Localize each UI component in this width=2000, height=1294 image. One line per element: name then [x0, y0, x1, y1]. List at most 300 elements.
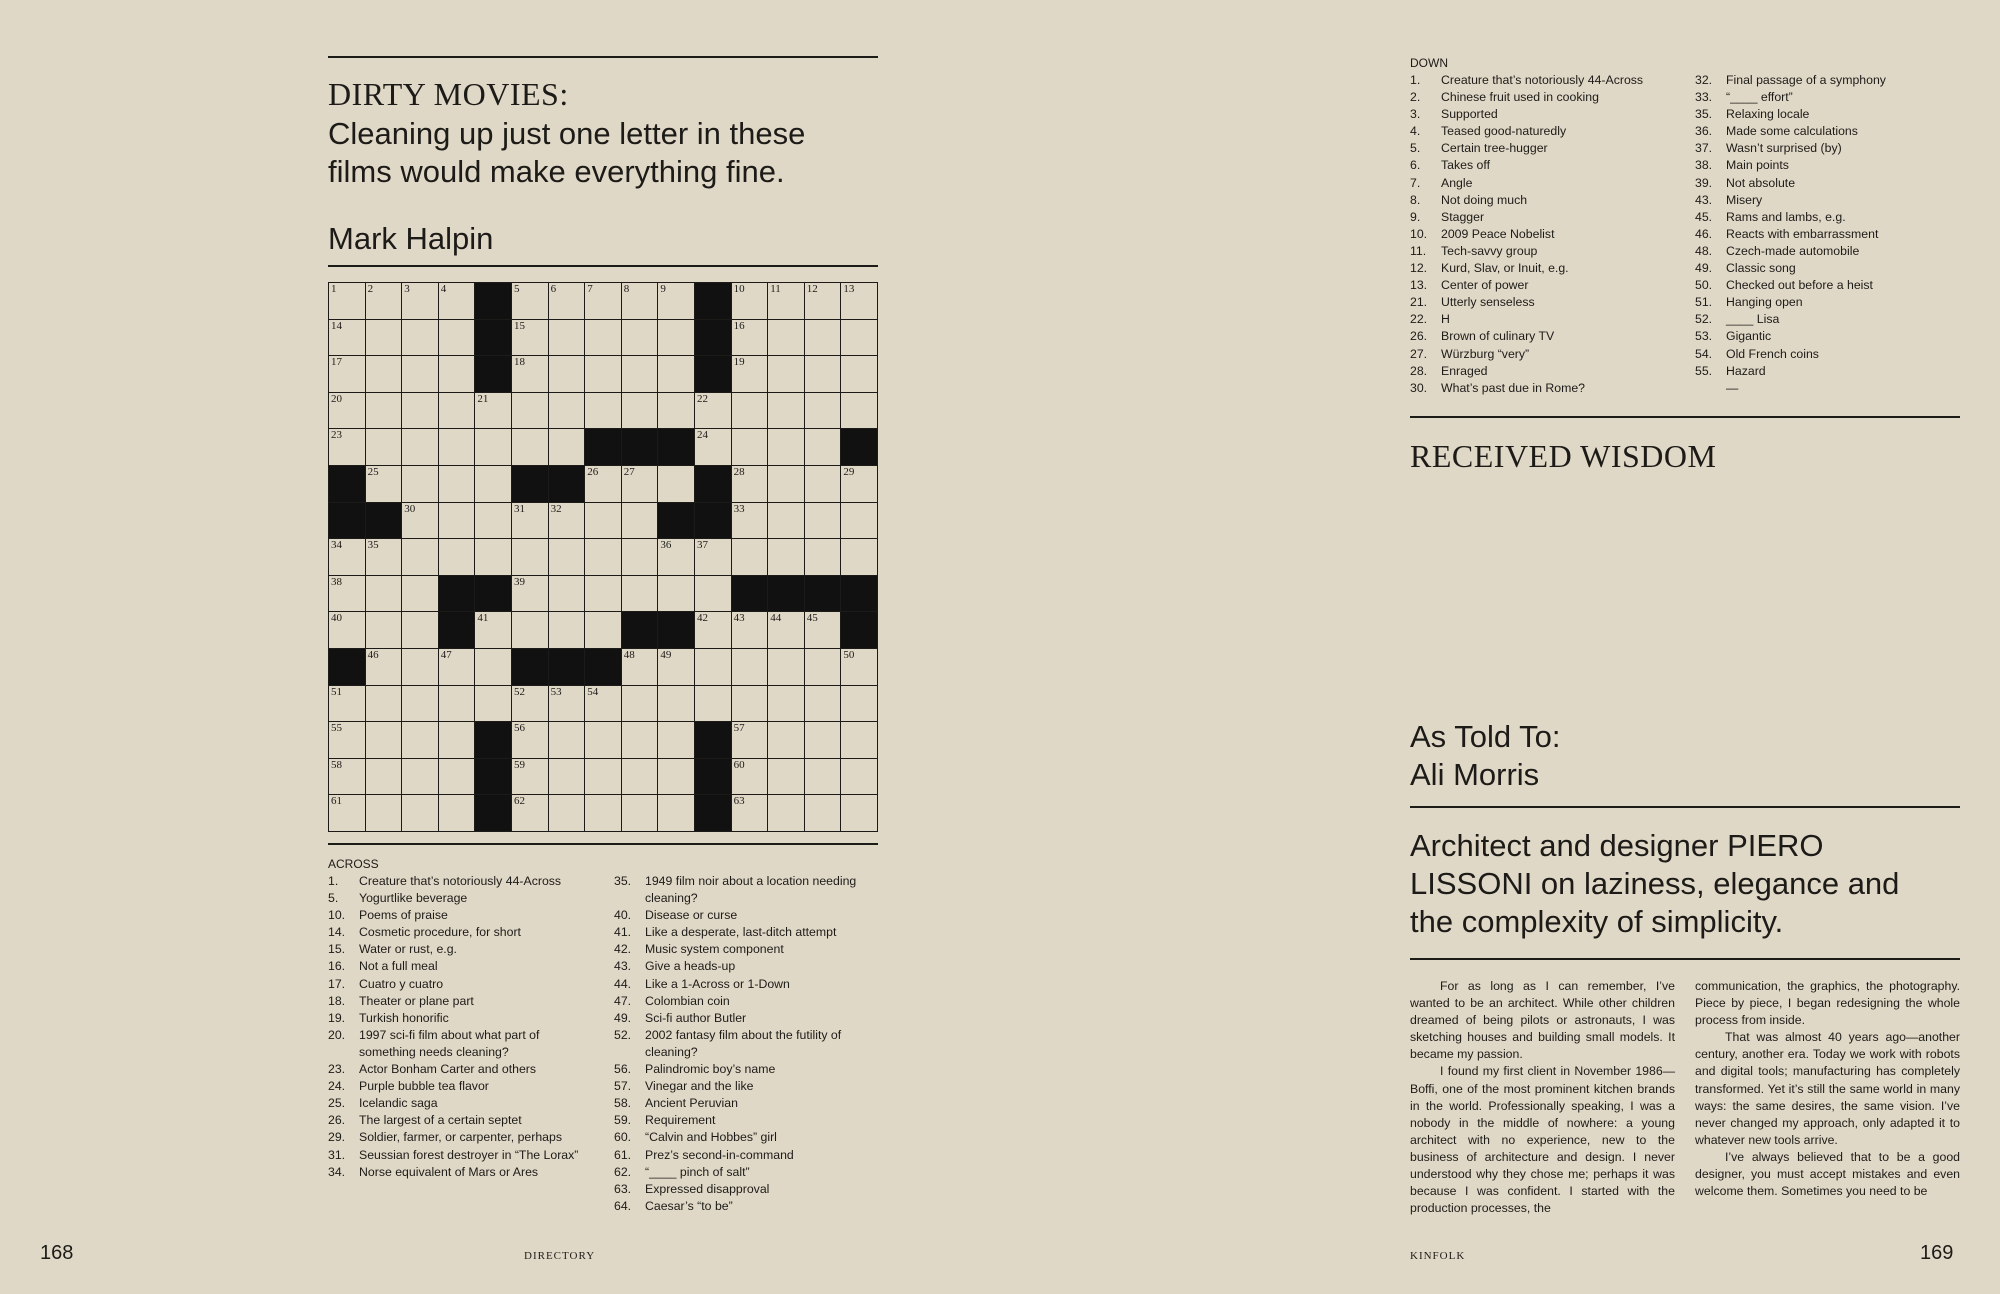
clue-item	[1410, 328, 1685, 345]
grid-square	[512, 539, 549, 576]
grid-square	[512, 503, 549, 540]
clue-item	[1695, 363, 1970, 380]
clue-number: 47	[440, 648, 452, 661]
clue-item	[328, 976, 598, 993]
grid-square	[402, 649, 439, 686]
as-told-to-label: As Told To:	[1410, 719, 1561, 754]
clue-item-number: 61.	[614, 1147, 632, 1162]
grid-square	[329, 795, 366, 832]
clue-number: 63	[733, 795, 745, 808]
clue-item	[1695, 72, 1970, 89]
clue-item-text: Rams and lambs, e.g.	[1726, 209, 1846, 224]
grid-square	[585, 576, 622, 613]
clue-item	[328, 924, 598, 941]
grid-square	[658, 356, 695, 393]
clue-item	[1410, 175, 1685, 192]
clue-item	[1695, 192, 1970, 209]
grid-square	[805, 429, 842, 466]
grid-square	[329, 722, 366, 759]
clue-number: 51	[331, 685, 342, 698]
clue-number: 24	[696, 429, 708, 442]
clue-item	[1410, 123, 1685, 140]
clue-item-number: 25.	[328, 1096, 346, 1111]
clue-item-text: Poems of praise	[359, 908, 448, 923]
black-square	[512, 649, 549, 686]
clue-item	[328, 993, 598, 1010]
grid-square	[732, 283, 769, 320]
clue-item	[614, 1112, 889, 1129]
black-square	[329, 466, 366, 503]
clue-item-number: 52.	[1695, 312, 1713, 327]
down-heading: DOWN	[1410, 56, 1448, 70]
clue-number: 54	[587, 685, 599, 698]
clue-item	[1695, 243, 1970, 260]
clue-item-number: 56.	[614, 1062, 632, 1077]
clue-item	[614, 1129, 889, 1146]
clue-item-number: 49.	[1695, 261, 1713, 276]
grid-square	[402, 686, 439, 723]
clue-item-text: Creature that’s notoriously 44-Across	[359, 874, 562, 888]
black-square	[366, 503, 403, 540]
grid-square	[366, 539, 403, 576]
clue-item-text: H	[1441, 312, 1450, 327]
clue-item	[614, 1147, 889, 1164]
clue-item-number: 36.	[1695, 124, 1713, 139]
grid-square	[585, 795, 622, 832]
grid-square	[402, 539, 439, 576]
clue-item-number: 55.	[1695, 363, 1713, 378]
grid-square	[402, 612, 439, 649]
clue-item	[1410, 346, 1685, 363]
clue-item-number: 42.	[614, 942, 632, 957]
across-clues-column-2	[614, 873, 889, 1215]
grid-square	[329, 686, 366, 723]
clue-item-number: 48.	[1695, 243, 1713, 258]
rule-above-body	[1410, 958, 1960, 960]
grid-square	[329, 393, 366, 430]
clue-item-number: 63.	[614, 1181, 632, 1196]
clue-item-number: 2.	[1410, 90, 1421, 105]
black-square	[695, 503, 732, 540]
grid-square	[475, 686, 512, 723]
grid-square	[366, 649, 403, 686]
as-told-to-name: Ali Morris	[1410, 757, 1540, 792]
clue-number: 42	[696, 612, 708, 625]
grid-square	[622, 686, 659, 723]
clue-item	[1695, 294, 1970, 311]
grid-square	[549, 612, 586, 649]
black-square	[768, 576, 805, 613]
grid-square	[805, 612, 842, 649]
grid-square	[366, 686, 403, 723]
clue-item-number: 46.	[1695, 226, 1713, 241]
clue-item-text: “____ pinch of salt”	[645, 1164, 750, 1179]
black-square	[695, 759, 732, 796]
clue-number: 25	[367, 465, 379, 478]
clue-item	[614, 941, 889, 958]
grid-square	[841, 320, 878, 357]
clue-item	[328, 1010, 598, 1027]
body-paragraph: That was almost 40 years ago—another century, another era. Today we work with robots and digital tools; manufacturing has completely transformed. Yet it’s still the same world in many ways: the same desires, the same vision. I’ve never changed my approach, only adapted it to whatever new tools arrive.	[1695, 1030, 1960, 1147]
clue-item-text: Norse equivalent of Mars or Ares	[359, 1164, 539, 1179]
rule-above-section	[1410, 416, 1960, 418]
clue-item-number: 22.	[1410, 312, 1428, 327]
clue-number: 1	[331, 283, 337, 295]
grid-square	[732, 795, 769, 832]
grid-square	[622, 393, 659, 430]
grid-square	[512, 686, 549, 723]
grid-square	[549, 686, 586, 723]
grid-square	[805, 539, 842, 576]
clue-item-number: 31.	[328, 1147, 346, 1162]
grid-square	[768, 393, 805, 430]
grid-square	[732, 503, 769, 540]
clue-item	[1695, 380, 1970, 397]
top-rule-left	[328, 56, 878, 58]
clue-item-number: 41.	[614, 925, 632, 940]
black-square	[695, 283, 732, 320]
deck-line-3: the complexity of simplicity.	[1410, 904, 1784, 939]
author-name: Mark Halpin	[328, 221, 494, 256]
grid-square	[475, 503, 512, 540]
clue-item-number: 64.	[614, 1198, 632, 1213]
clue-item	[328, 1129, 598, 1146]
clue-number: 16	[733, 319, 745, 332]
clue-item-number: 39.	[1695, 175, 1713, 190]
clue-item-number: 20.	[328, 1027, 346, 1042]
rule-above-deck	[1410, 806, 1960, 808]
clue-item-text: Relaxing locale	[1726, 107, 1810, 122]
clue-item-text: Give a heads-up	[645, 959, 736, 974]
clue-item-number: 28.	[1410, 363, 1428, 378]
clue-item-text: Center of power	[1441, 278, 1529, 293]
clue-number: 15	[513, 319, 525, 332]
clue-item-number: 35.	[1695, 107, 1713, 122]
clue-item-text: Certain tree-hugger	[1441, 141, 1548, 156]
black-square	[695, 722, 732, 759]
grid-square	[658, 539, 695, 576]
subtitle-line-1: Cleaning up just one letter in these	[328, 116, 806, 151]
clue-number: 36	[660, 539, 672, 552]
page-number-right: 169	[1920, 1242, 1954, 1264]
grid-square	[402, 503, 439, 540]
grid-square	[402, 722, 439, 759]
grid-square	[768, 722, 805, 759]
clue-item	[1410, 106, 1685, 123]
clue-item	[328, 873, 598, 890]
black-square	[658, 612, 695, 649]
grid-square	[402, 759, 439, 796]
grid-square	[439, 649, 476, 686]
grid-square	[439, 393, 476, 430]
clue-item-text: Turkish honorific	[359, 1010, 449, 1025]
grid-square	[329, 539, 366, 576]
black-square	[439, 612, 476, 649]
clue-item	[1695, 328, 1970, 345]
clue-item-number: 50.	[1695, 278, 1713, 293]
clue-item-number: 19.	[328, 1010, 346, 1025]
clue-number: 58	[331, 758, 342, 771]
deck-line-1: Architect and designer PIERO	[1410, 828, 1824, 863]
clue-number: 4	[440, 283, 447, 295]
clue-item-text: Requirement	[645, 1113, 716, 1128]
grid-square	[366, 466, 403, 503]
article-deck	[1410, 827, 1970, 941]
clue-item	[328, 1078, 598, 1095]
clue-item-number: 7.	[1410, 175, 1421, 190]
clue-item	[614, 1061, 889, 1078]
down-clues-column-2	[1695, 72, 1970, 397]
clue-number: 37	[696, 539, 708, 552]
clue-item	[614, 1164, 889, 1181]
grid-square	[512, 320, 549, 357]
grid-square	[549, 356, 586, 393]
clue-item	[1410, 311, 1685, 328]
grid-square	[585, 759, 622, 796]
clue-number: 46	[367, 648, 379, 661]
grid-square	[658, 649, 695, 686]
as-told-to	[1410, 718, 1561, 794]
clue-item-text: Chinese fruit used in cooking	[1441, 90, 1599, 105]
grid-square	[768, 539, 805, 576]
clue-item-text: Not doing much	[1441, 192, 1528, 207]
black-square	[695, 356, 732, 393]
clue-item-text: “Calvin and Hobbes” girl	[645, 1130, 777, 1145]
clue-item	[614, 907, 889, 924]
clue-item	[1695, 157, 1970, 174]
clue-item-number: 43.	[614, 959, 632, 974]
grid-square	[768, 429, 805, 466]
grid-square	[549, 576, 586, 613]
grid-square	[841, 686, 878, 723]
clue-item-text: Made some calculations	[1726, 124, 1858, 139]
grid-square	[658, 759, 695, 796]
clue-number: 39	[513, 575, 525, 588]
grid-square	[732, 612, 769, 649]
clue-item-number: 32.	[1695, 73, 1713, 87]
grid-square	[622, 283, 659, 320]
grid-square	[658, 466, 695, 503]
grid-square	[805, 649, 842, 686]
clue-item	[614, 873, 889, 907]
across-heading: ACROSS	[328, 857, 379, 871]
grid-square	[695, 539, 732, 576]
grid-square	[768, 283, 805, 320]
grid-square	[439, 503, 476, 540]
grid-square	[622, 576, 659, 613]
grid-square	[768, 356, 805, 393]
grid-square	[512, 393, 549, 430]
clue-item-number: 26.	[328, 1113, 346, 1128]
clue-item-number: 47.	[614, 993, 632, 1008]
clue-item-number: 34.	[328, 1164, 346, 1179]
clue-item	[328, 1061, 598, 1078]
clue-item-text: Music system component	[645, 942, 784, 957]
grid-square	[402, 795, 439, 832]
grid-square	[549, 393, 586, 430]
clue-item-text: “____ effort”	[1726, 90, 1793, 105]
grid-square	[622, 649, 659, 686]
grid-square	[512, 283, 549, 320]
clue-number: 12	[806, 283, 818, 295]
grid-square	[658, 576, 695, 613]
clue-number: 32	[550, 502, 562, 515]
clue-number: 9	[660, 283, 666, 295]
grid-square	[439, 686, 476, 723]
clue-item	[328, 958, 598, 975]
black-square	[695, 795, 732, 832]
grid-square	[805, 795, 842, 832]
clue-number: 60	[733, 758, 745, 771]
clue-item-text: Main points	[1726, 158, 1789, 173]
clue-item-number: 40.	[614, 908, 632, 923]
section-title: RECEIVED WISDOM	[1410, 438, 1717, 474]
grid-square	[439, 320, 476, 357]
grid-square	[329, 283, 366, 320]
grid-square	[768, 649, 805, 686]
clue-item	[1695, 175, 1970, 192]
clue-number: 26	[587, 465, 599, 478]
clue-item	[328, 1095, 598, 1112]
clue-item-text: Hanging open	[1726, 295, 1803, 310]
grid-square	[732, 393, 769, 430]
clue-item-text: Misery	[1726, 192, 1763, 207]
across-clues-column-1	[328, 873, 598, 1181]
crossword-subtitle	[328, 115, 888, 191]
clue-item-number: 3.	[1410, 107, 1421, 122]
clue-item-number: 18.	[328, 993, 346, 1008]
grid-square	[366, 612, 403, 649]
grid-square	[329, 429, 366, 466]
grid-square	[768, 612, 805, 649]
clue-number: 13	[843, 283, 855, 295]
clue-number: 41	[477, 612, 489, 625]
black-square	[658, 429, 695, 466]
clue-item-number: 1.	[328, 874, 339, 888]
clue-item-text: Disease or curse	[645, 908, 738, 923]
clue-item-number: 29.	[328, 1130, 346, 1145]
grid-square	[732, 649, 769, 686]
grid-square	[512, 576, 549, 613]
grid-square	[585, 503, 622, 540]
grid-square	[622, 466, 659, 503]
clue-item	[1695, 311, 1970, 328]
grid-square	[402, 466, 439, 503]
crossword-title: DIRTY MOVIES:	[328, 76, 569, 112]
grid-square	[658, 686, 695, 723]
grid-square	[402, 320, 439, 357]
grid-square	[841, 466, 878, 503]
body-paragraph: For as long as I can remember, I’ve wanted to be an architect. While other children dreamed of being pilots or astronauts, I was sketching houses and building small models. It became my passion.	[1410, 979, 1675, 1062]
clue-item-text: Theater or plane part	[359, 993, 474, 1008]
black-square	[475, 759, 512, 796]
clue-item-number: 58.	[614, 1096, 632, 1111]
grid-square	[366, 576, 403, 613]
black-square	[329, 649, 366, 686]
clue-item-text: Takes off	[1441, 158, 1490, 173]
down-clues-column-1	[1410, 72, 1685, 397]
clue-item	[614, 1198, 889, 1215]
clue-item-number: 15.	[328, 942, 346, 957]
clue-item-number: 12.	[1410, 261, 1428, 276]
clue-item	[1695, 209, 1970, 226]
grid-square	[622, 503, 659, 540]
clue-number: 53	[550, 685, 562, 698]
grid-square	[585, 686, 622, 723]
clue-number: 57	[733, 722, 745, 735]
grid-square	[841, 539, 878, 576]
clue-number: 61	[331, 795, 342, 808]
black-square	[841, 429, 878, 466]
clue-item-text: Würzburg “very”	[1441, 346, 1530, 361]
grid-square	[439, 759, 476, 796]
grid-square	[366, 320, 403, 357]
subtitle-line-2: films would make everything fine.	[328, 154, 785, 189]
clue-item-text: Tech-savvy group	[1441, 243, 1538, 258]
clue-item-text: Old French coins	[1726, 346, 1819, 361]
clue-item	[1410, 89, 1685, 106]
grid-square	[732, 722, 769, 759]
grid-square	[585, 722, 622, 759]
clue-item-number: 16.	[328, 959, 346, 974]
rule-below-grid	[328, 843, 878, 845]
clue-item	[614, 993, 889, 1010]
grid-square	[768, 795, 805, 832]
black-square	[475, 795, 512, 832]
clue-item	[1410, 294, 1685, 311]
clue-item-number: 8.	[1410, 192, 1421, 207]
clue-item	[1695, 346, 1970, 363]
grid-square	[402, 429, 439, 466]
clue-number: 56	[513, 722, 525, 735]
clue-item-text: Kurd, Slav, or Inuit, e.g.	[1441, 261, 1569, 276]
clue-number: 59	[513, 758, 525, 771]
grid-square	[439, 466, 476, 503]
clue-item-number: 30.	[1410, 380, 1428, 395]
black-square	[549, 466, 586, 503]
article-body-column-1	[1410, 978, 1675, 1217]
clue-item-text: Like a desperate, last-ditch attempt	[645, 925, 837, 940]
clue-item-text: Stagger	[1441, 209, 1485, 224]
body-paragraph: I found my first client in November 1986—Boffi, one of the most prominent kitchen brands in the world. Professionally speaking, I was a nobody in the middle of nowhere: a young architect with no experience, new to the business of architecture and design. I never understood why they chose me; perhaps it was because I was confident. I started with the production processes, the	[1410, 1064, 1675, 1216]
deck-line-2: LISSONI on laziness, elegance and	[1410, 866, 1900, 901]
grid-square	[732, 686, 769, 723]
grid-square	[512, 429, 549, 466]
grid-square	[622, 320, 659, 357]
clue-item-text: Wasn’t surprised (by)	[1726, 141, 1842, 156]
clue-item-text: Prez’s second-in-command	[645, 1147, 794, 1162]
clue-number: 55	[331, 722, 342, 735]
clue-number: 2	[367, 283, 374, 295]
clue-item-text: Czech-made automobile	[1726, 243, 1860, 258]
grid-square	[329, 612, 366, 649]
grid-square	[329, 759, 366, 796]
clue-item-text: Gigantic	[1726, 329, 1772, 344]
clue-item-text: Purple bubble tea flavor	[359, 1079, 489, 1094]
clue-number: 22	[696, 392, 708, 405]
clue-item-number: 6.	[1410, 158, 1421, 173]
clue-item-text: Checked out before a heist	[1726, 278, 1873, 293]
clue-number: 19	[733, 356, 745, 369]
grid-square	[439, 429, 476, 466]
grid-square	[841, 759, 878, 796]
running-head-left: DIRECTORY	[524, 1250, 596, 1262]
clue-item	[614, 1181, 889, 1198]
grid-square	[402, 393, 439, 430]
clue-item	[1410, 363, 1685, 380]
clue-item-number: 17.	[328, 976, 346, 991]
grid-square	[366, 759, 403, 796]
